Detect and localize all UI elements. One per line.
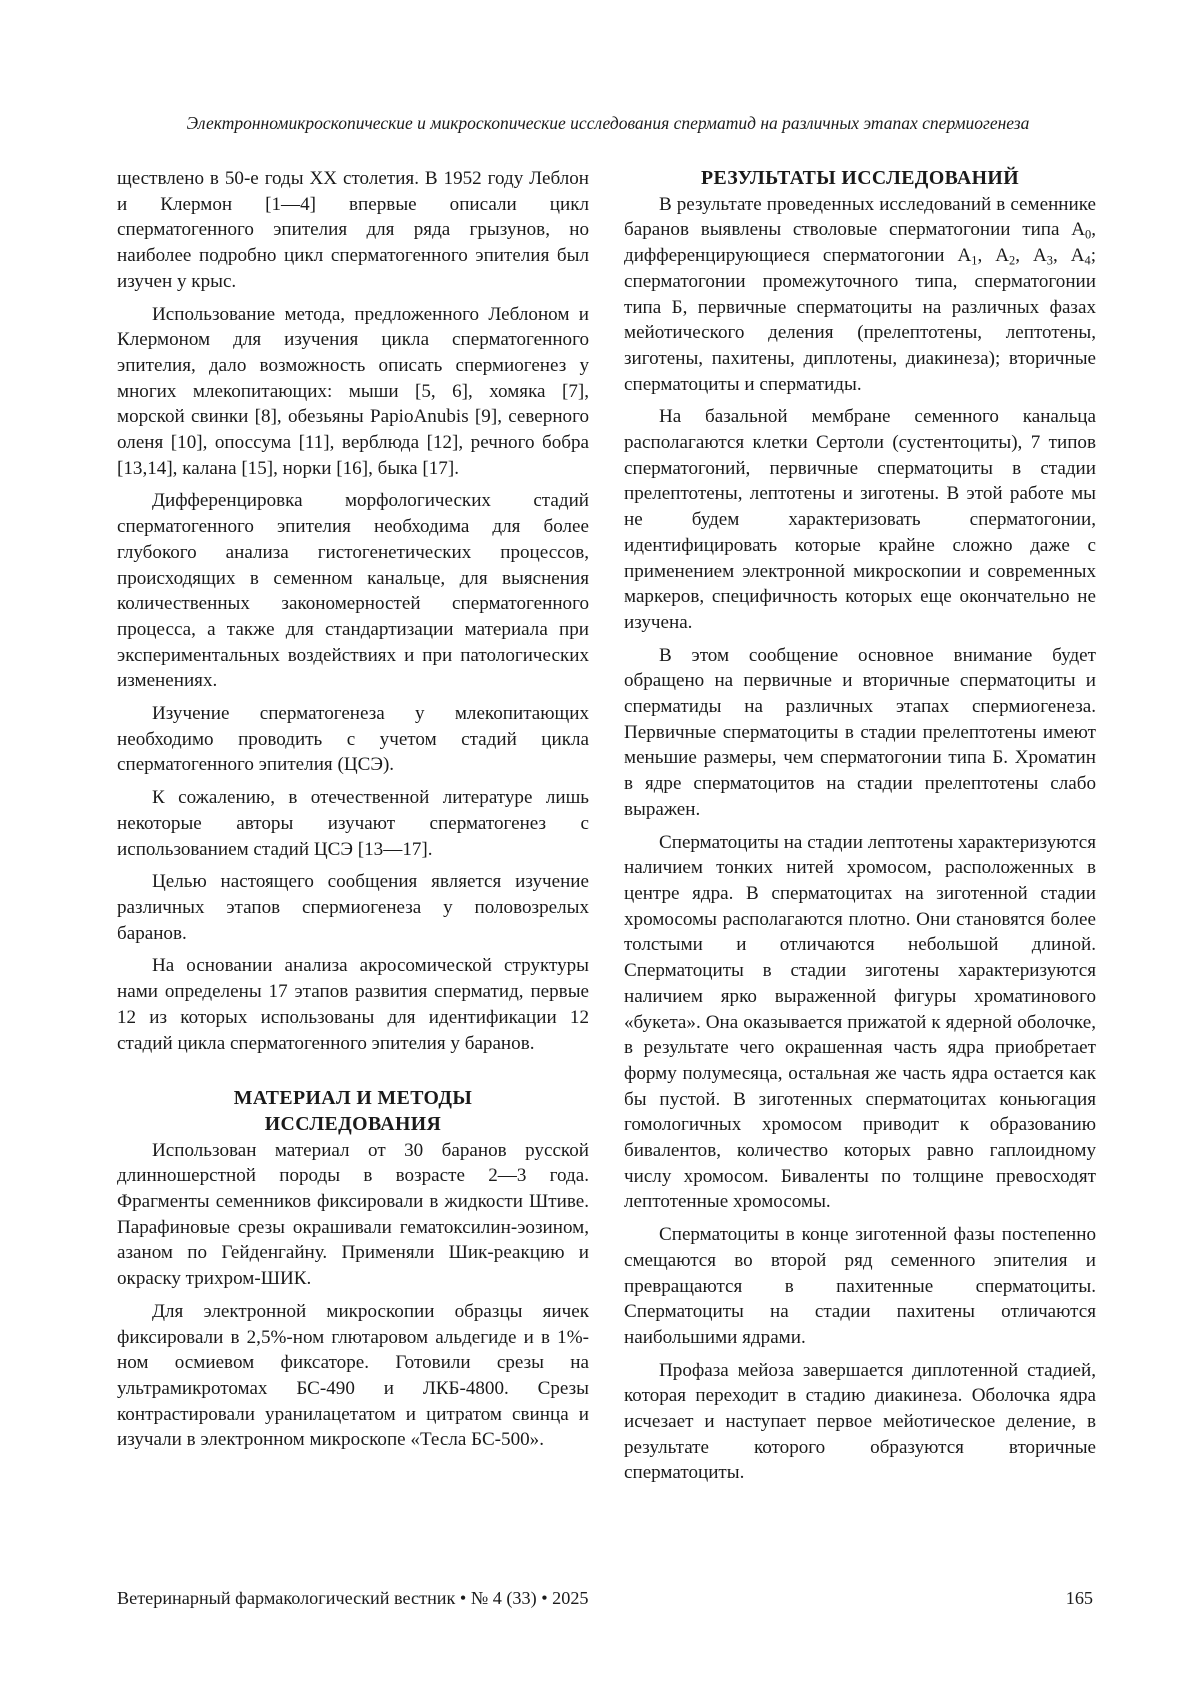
text-run: В результате проведенных исследований в семеннике баранов выявлены стволовые сперматогонии типа А	[624, 193, 1096, 241]
paragraph: Целью настоящего сообщения является изучение различных этапов спермиогенеза у половозрелых баранов.	[117, 871, 589, 944]
heading-line: МАТЕРИАЛ И МЕТОДЫ	[233, 1087, 473, 1110]
text-run: , дифференцирующиеся сперматогонии А	[624, 219, 1096, 267]
paragraph: Использован материал от 30 баранов русской длинношерстной породы в возрасте 2—3 года. Фрагменты семенников фиксировали в жидкости Штиве. Парафиновые срезы окрашивали гематоксилин-эозином, азаном по Гейденгайну. Применяли Шик-реакцию и окраску трихром-ШИК.	[117, 1139, 589, 1290]
subscript: 4	[1084, 253, 1091, 268]
subscript: 2	[1009, 253, 1016, 268]
paragraph: Использование метода, предложенного Леблоном и Клермоном для изучения цикла сперматогенного эпителия, дало возможность описать спермиогенез у многих млекопитающих: мыши [5, 6], хомяка [7], морской свинки [8], обезьяны PapioAnubis [9], северного оленя [10], опоссума [11], верблюда [12], речного бобра [13,14], калана [15], норки [16], быка [17].	[117, 303, 589, 479]
paragraph: Профаза мейоза завершается диплотенной стадией, которая переходит в стадию диакинеза. Оболочка ядра исчезает и наступает первое мейотическое деление, в результате которого образуются вторичные сперматоциты.	[624, 1359, 1096, 1484]
running-header: Электронномикроскопические и микроскопические исследования сперматид на различных этапах спермиогенеза	[186, 113, 1030, 133]
paragraph: В этом сообщение основное внимание будет обращено на первичные и вторичные сперматоциты и сперматиды на различных этапах спермиогенеза. Первичные сперматоциты в стадии прелептотены имеют меньшие размеры, чем сперматогонии типа Б. Хроматин в ядре сперматоцитов на стадии прелептотены слабо выражен.	[624, 644, 1096, 820]
paragraph: На базальной мембране семенного канальца располагаются клетки Сертоли (сустентоциты), 7 типов сперматогоний, первичные сперматоциты в стадии прелептотены, лептотены и зиготены. В этой работе мы не будем характеризовать сперматогонии, идентифицировать которые крайне сложно даже с применением электронной микроскопии и современных маркеров, специфичность которых еще окончательно не изучена.	[624, 406, 1096, 633]
text-run: ; сперматогонии промежуточного типа, сперматогонии типа Б, первичные сперматоциты на различных фазах мейотического деления (прелептотены, лептотены, зиготены, пахитены, диплотены, диакинеза); вторичные сперматоциты и сперматиды.	[624, 245, 1097, 395]
subscript: 0	[1085, 228, 1092, 243]
paragraph: Сперматоциты в конце зиготенной фазы постепенно смещаются во второй ряд семенного эпителия и превращаются в пахитенные сперматоциты. Сперматоциты на стадии пахитены отличаются наибольшими ядрами.	[624, 1224, 1096, 1348]
subscript: 1	[971, 253, 978, 268]
paragraph: Для электронной микроскопии образцы яичек фиксировали в 2,5%-ном глютаровом альдегиде и в 1%-ном осмиевом фиксаторе. Готовили срезы на ультрамикротомах БС-490 и ЛКБ-4800. Срезы контрастировали уранилацетатом и цитратом свинца и изучали в электронном микроскопе «Тесла БС-500».	[117, 1300, 589, 1451]
section-heading-methods	[117, 1086, 589, 1137]
paragraph: На основании анализа акросомической структуры нами определены 17 этапов развития сперматид, первые 12 из которых использованы для идентификации 12 стадий цикла сперматогенного эпителия у баранов.	[117, 955, 589, 1054]
paragraph: К сожалению, в отечественной литературе лишь некоторые авторы изучают сперматогенез с использованием стадий ЦСЭ [13—17].	[117, 787, 589, 860]
text-run: , А	[1015, 245, 1047, 267]
section-heading-results: РЕЗУЛЬТАТЫ ИССЛЕДОВАНИЙ	[700, 167, 1019, 189]
paragraph: ществлено в 50-е годы XX столетия. В 1952 году Леблон и Клермон [1—4] впервые описали цикл сперматогенного эпителия для ряда грызунов, но наиболее подробно цикл сперматогенного эпителия был изучен у крыс.	[117, 168, 589, 292]
journal-title: Ветеринарный фармакологический вестник • № 4 (33) • 2025	[117, 1588, 589, 1608]
left-column	[117, 166, 589, 1460]
page-number: 165	[1065, 1588, 1093, 1608]
text-run: , А	[977, 245, 1009, 267]
paragraph: Сперматоциты на стадии лептотены характеризуются наличием тонких нитей хромосом, расположенных в центре ядра. В сперматоцитах на зиготенной стадии хромосомы располагаются плотно. Они становятся более толстыми и отличаются небольшой длиной. Сперматоциты в стадии зиготены характеризуются наличием ярко выраженной фигуры хроматинового «букета». Она оказывается прижатой к ядерной оболочке, в результате чего окрашенная часть ядра приобретает форму полумесяца, остальная же часть ядра остается как бы пустой. В зиготенных сперматоцитах коньюгация гомологичных хромосом приводит к образованию бивалентов, количество которых равно гаплоидному числу хромосом. Биваленты по толщине превосходят лептотенные хромосомы.	[624, 831, 1096, 1213]
subscript: 3	[1046, 253, 1053, 268]
paragraph: Дифференцировка морфологических стадий сперматогенного эпителия необходима для более глубокого анализа гистогенетических процессов, происходящих в семенном канальце, для выяснения количественных закономерностей сперматогенного процесса, а также для стандартизации материала при экспериментальных воздействиях и при патологических изменениях.	[117, 490, 589, 692]
paragraph: Изучение сперматогенеза у млекопитающих необходимо проводить с учетом стадий цикла сперматогенного эпителия (ЦСЭ).	[117, 703, 589, 776]
right-column	[624, 166, 1096, 1493]
heading-line: ИССЛЕДОВАНИЯ	[264, 1112, 442, 1135]
text-run: , А	[1052, 245, 1085, 267]
paragraph	[624, 192, 1096, 398]
